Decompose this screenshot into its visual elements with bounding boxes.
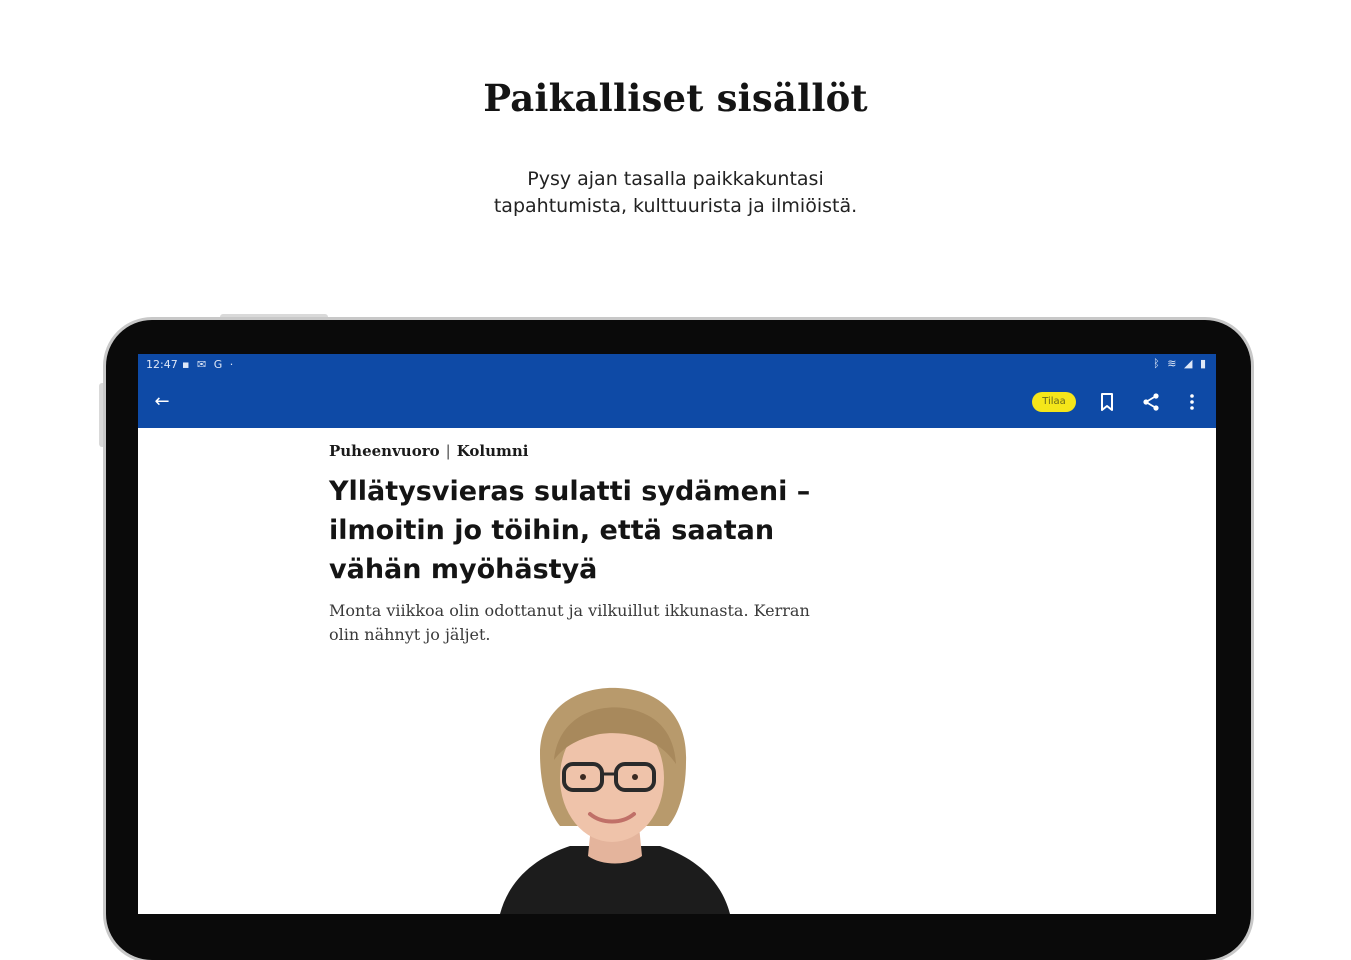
wifi-icon: ≋ bbox=[1167, 357, 1179, 370]
status-system-icons bbox=[1153, 357, 1208, 370]
status-bar bbox=[138, 354, 1216, 376]
promo-subtitle-line-1: Pysy ajan tasalla paikkakuntasi bbox=[527, 168, 824, 190]
arrow-left-icon: ← bbox=[154, 391, 170, 412]
kicker-divider: | bbox=[445, 442, 451, 460]
article-title: Yllätysvieras sulatti sydämeni – ilmoitin jo töihin, että saatan vähän myöhästyä bbox=[329, 476, 811, 585]
status-notification-icons bbox=[182, 358, 235, 371]
article-category[interactable]: Kolumni bbox=[456, 442, 529, 460]
more-options-button[interactable] bbox=[1180, 390, 1204, 414]
bluetooth-icon: ᛒ bbox=[1153, 357, 1162, 370]
image-icon: ▪ bbox=[182, 358, 192, 371]
article-lead: Monta viikkoa olin odottanut ja vilkuillut ikkunasta. Kerran olin nähnyt jo jäljet. bbox=[329, 601, 810, 644]
status-time: 12:47 bbox=[146, 358, 178, 371]
more-vert-icon bbox=[1180, 390, 1204, 414]
g-icon: G bbox=[213, 358, 225, 371]
tablet-volume-button bbox=[99, 383, 104, 447]
share-button[interactable] bbox=[1139, 390, 1163, 414]
signal-icon: ◢ bbox=[1183, 357, 1195, 370]
bookmark-icon bbox=[1095, 390, 1119, 414]
tablet-power-button bbox=[220, 314, 328, 319]
order-button[interactable]: Tilaa bbox=[1032, 392, 1076, 412]
battery-icon: ▮ bbox=[1199, 357, 1208, 370]
promo-headline: Paikalliset sisällöt bbox=[483, 76, 868, 120]
mail-icon: ✉ bbox=[196, 358, 209, 371]
bookmark-button[interactable] bbox=[1095, 390, 1119, 414]
dot-icon: · bbox=[229, 358, 236, 371]
back-button[interactable] bbox=[150, 390, 174, 414]
article-section[interactable]: Puheenvuoro bbox=[329, 442, 440, 460]
app-toolbar bbox=[138, 376, 1216, 428]
columnist-portrait bbox=[500, 686, 730, 914]
article-kicker bbox=[329, 442, 859, 460]
article bbox=[329, 442, 859, 647]
promo-subtitle bbox=[0, 166, 1351, 220]
tablet-screen bbox=[138, 354, 1216, 914]
share-icon bbox=[1139, 390, 1163, 414]
promo-subtitle-line-2: tapahtumista, kulttuurista ja ilmiöistä. bbox=[493, 195, 858, 217]
